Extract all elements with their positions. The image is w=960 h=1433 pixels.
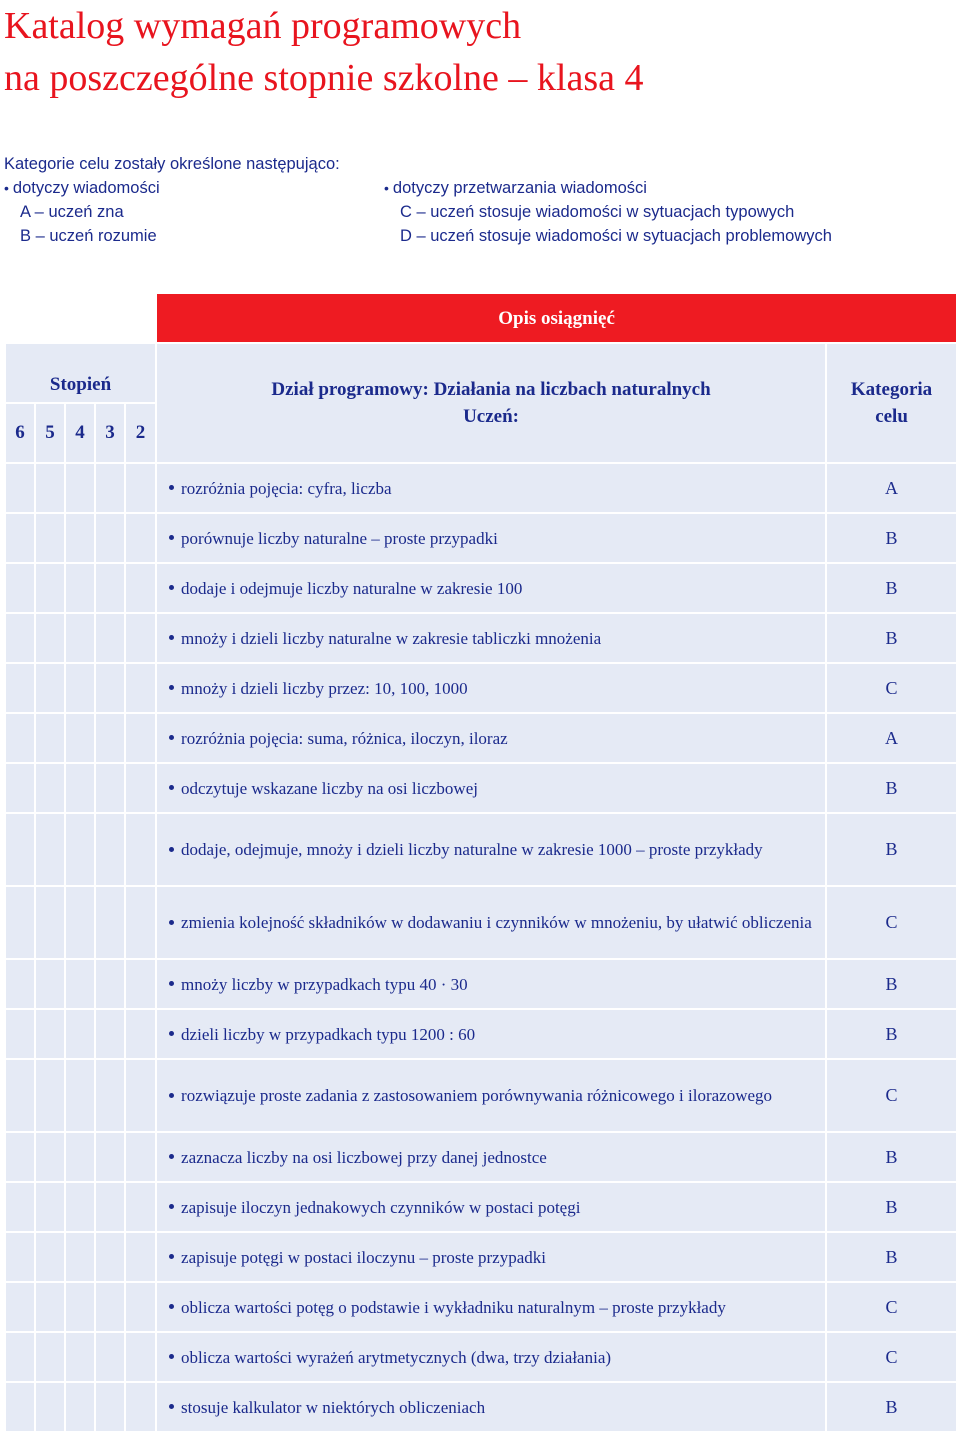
bullet-icon: • <box>384 180 389 196</box>
category-value: C <box>826 1282 957 1332</box>
stage-cell <box>35 1382 65 1432</box>
stage-cell <box>125 959 156 1009</box>
stage-cell <box>95 1132 125 1182</box>
stage-cell <box>65 1382 95 1432</box>
bullet-icon <box>169 920 174 925</box>
category-value: C <box>826 1332 957 1382</box>
stage-cell <box>95 663 125 713</box>
stage-cell <box>5 1182 35 1232</box>
stage-cell <box>35 463 65 513</box>
stage-cell <box>125 563 156 613</box>
stage-cell <box>35 613 65 663</box>
table-row <box>5 886 957 959</box>
stage-5: 5 <box>35 403 65 463</box>
requirement-description <box>156 1332 826 1382</box>
table-row <box>5 613 957 663</box>
stage-cell <box>65 663 95 713</box>
category-value: B <box>826 1132 957 1182</box>
bullet-icon <box>169 585 174 590</box>
stage-cell <box>5 813 35 886</box>
requirement-description <box>156 513 826 563</box>
stage-cell <box>5 886 35 959</box>
stage-cell <box>125 1132 156 1182</box>
legend-d: D – uczeń stosuje wiadomości w sytuacjach problemowych <box>400 227 832 245</box>
stage-cell <box>65 463 95 513</box>
category-value: A <box>826 713 957 763</box>
bullet-icon <box>169 735 174 740</box>
stage-cell <box>35 663 65 713</box>
stage-cell <box>95 1332 125 1382</box>
section-title: Dział programowy: Działania na liczbach naturalnych <box>271 379 711 400</box>
requirement-description <box>156 959 826 1009</box>
requirement-description <box>156 1132 826 1182</box>
requirement-text: oblicza wartości wyrażeń arytmetycznych (dwa, trzy działania) <box>181 1347 612 1367</box>
stage-cell <box>65 563 95 613</box>
stage-cell <box>95 1182 125 1232</box>
stage-cell <box>65 513 95 563</box>
bullet-icon <box>169 847 174 852</box>
stage-cell <box>125 663 156 713</box>
category-value: B <box>826 959 957 1009</box>
stage-cell <box>125 1009 156 1059</box>
stage-3: 3 <box>95 403 125 463</box>
requirement-description <box>156 1382 826 1432</box>
requirement-text: rozwiązuje proste zadania z zastosowaniem porównywania różnicowego i ilorazowego <box>181 1086 773 1105</box>
requirement-text: rozróżnia pojęcia: cyfra, liczba <box>181 478 392 498</box>
stage-cell <box>5 1059 35 1132</box>
stage-cell <box>35 563 65 613</box>
table-row <box>5 1332 957 1382</box>
requirements-table <box>4 292 958 1433</box>
category-value: B <box>826 763 957 813</box>
stage-cell <box>95 1382 125 1432</box>
requirement-description <box>156 763 826 813</box>
requirement-text: oblicza wartości potęg o podstawie i wykładniku naturalnym – proste przykłady <box>181 1297 726 1317</box>
stage-cell <box>65 1182 95 1232</box>
stage-cell <box>125 1382 156 1432</box>
category-value: C <box>826 1059 957 1132</box>
bullet-icon <box>169 1304 174 1309</box>
header-stage: Stopień <box>5 343 156 403</box>
stage-cell <box>95 1282 125 1332</box>
requirement-description <box>156 713 826 763</box>
requirement-description <box>156 613 826 663</box>
stage-cell <box>125 1182 156 1232</box>
stage-cell <box>35 959 65 1009</box>
stage-cell <box>35 1282 65 1332</box>
stage-cell <box>35 713 65 763</box>
stage-cell <box>125 1232 156 1282</box>
bullet-icon <box>169 485 174 490</box>
stage-cell <box>5 613 35 663</box>
stage-cell <box>65 1132 95 1182</box>
stage-cell <box>95 463 125 513</box>
stage-cell <box>65 1059 95 1132</box>
stage-cell <box>35 1132 65 1182</box>
stage-cell <box>65 1332 95 1382</box>
table-row <box>5 1132 957 1182</box>
stage-cell <box>125 613 156 663</box>
table-row <box>5 959 957 1009</box>
page-title-line-1: Katalog wymagań programowych <box>4 5 522 47</box>
stage-cell <box>35 886 65 959</box>
stage-cell <box>95 763 125 813</box>
bullet-icon <box>169 981 174 986</box>
table-row <box>5 663 957 713</box>
requirement-text: zmienia kolejność składników w dodawaniu i czynników w mnożeniu, by ułatwić obliczenia <box>181 913 812 932</box>
stage-cell <box>65 959 95 1009</box>
category-value: B <box>826 1009 957 1059</box>
stage-6: 6 <box>5 403 35 463</box>
legend-b: B – uczeń rozumie <box>20 227 157 245</box>
header-category: Kategoria celu <box>826 343 957 463</box>
stage-cell <box>5 959 35 1009</box>
requirement-description <box>156 886 826 959</box>
legend-left <box>4 176 160 248</box>
bullet-icon <box>169 1254 174 1259</box>
category-value: B <box>826 1382 957 1432</box>
stage-cell <box>35 1332 65 1382</box>
bullet-icon <box>169 1031 174 1036</box>
table-row <box>5 1182 957 1232</box>
stage-cell <box>125 463 156 513</box>
bullet-icon <box>169 685 174 690</box>
requirement-text: mnoży liczby w przypadkach typu 40 · 30 <box>181 974 468 994</box>
requirement-text: dzieli liczby w przypadkach typu 1200 : 60 <box>181 1024 476 1044</box>
stage-cell <box>95 1232 125 1282</box>
stage-cell <box>5 663 35 713</box>
requirement-description <box>156 813 826 886</box>
legend-intro: Kategorie celu zostały określone następująco: <box>4 155 340 173</box>
requirement-text: rozróżnia pojęcia: suma, różnica, iloczyn, iloraz <box>181 728 508 748</box>
requirement-description <box>156 1232 826 1282</box>
stage-cell <box>95 1059 125 1132</box>
requirement-description <box>156 463 826 513</box>
category-value: B <box>826 1232 957 1282</box>
requirement-description <box>156 1282 826 1332</box>
category-value: C <box>826 886 957 959</box>
stage-cell <box>125 1282 156 1332</box>
stage-cell <box>5 1009 35 1059</box>
stage-cell <box>65 613 95 663</box>
requirement-text: stosuje kalkulator w niektórych obliczeniach <box>181 1397 486 1417</box>
bullet-icon <box>169 1093 174 1098</box>
legend-right <box>384 176 832 248</box>
legend-left-heading: • dotyczy wiadomości <box>4 179 160 197</box>
category-value: C <box>826 663 957 713</box>
stage-cell <box>65 1009 95 1059</box>
stage-cell <box>65 813 95 886</box>
table-row <box>5 1232 957 1282</box>
requirement-text: dodaje i odejmuje liczby naturalne w zakresie 100 <box>181 578 523 598</box>
category-value: B <box>826 813 957 886</box>
table-row <box>5 713 957 763</box>
page-title-line-2: na poszczególne stopnie szkolne – klasa 4 <box>4 57 644 99</box>
stage-cell <box>5 1332 35 1382</box>
table-row <box>5 513 957 563</box>
bullet-icon <box>169 1354 174 1359</box>
stage-cell <box>5 1282 35 1332</box>
requirement-description <box>156 1059 826 1132</box>
requirement-description <box>156 1182 826 1232</box>
table-row <box>5 1059 957 1132</box>
table-row <box>5 1382 957 1432</box>
stage-cell <box>65 713 95 763</box>
bullet-icon: • <box>4 180 9 196</box>
stage-cell <box>35 813 65 886</box>
stage-cell <box>5 763 35 813</box>
stage-2: 2 <box>125 403 156 463</box>
requirement-description <box>156 1009 826 1059</box>
stage-cell <box>125 713 156 763</box>
bullet-icon <box>169 1204 174 1209</box>
stage-cell <box>5 563 35 613</box>
requirement-text: odczytuje wskazane liczby na osi liczbowej <box>181 778 478 798</box>
stage-cell <box>35 1059 65 1132</box>
stage-cell <box>65 763 95 813</box>
stage-cell <box>65 886 95 959</box>
stage-cell <box>5 513 35 563</box>
legend-c: C – uczeń stosuje wiadomości w sytuacjach typowych <box>400 203 795 221</box>
stage-cell <box>5 1382 35 1432</box>
bullet-icon <box>169 785 174 790</box>
stage-cell <box>35 1182 65 1232</box>
bullet-icon <box>169 635 174 640</box>
table-row <box>5 763 957 813</box>
stage-cell <box>35 763 65 813</box>
stage-cell <box>125 813 156 886</box>
section-subtitle: Uczeń: <box>463 406 519 427</box>
requirement-text: dodaje, odejmuje, mnoży i dzieli liczby naturalne w zakresie 1000 – proste przykłady <box>181 840 763 859</box>
stage-cell <box>65 1232 95 1282</box>
requirement-text: zaznacza liczby na osi liczbowej przy danej jednostce <box>181 1147 547 1167</box>
bullet-icon <box>169 1404 174 1409</box>
header-achievements: Opis osiągnięć <box>156 293 957 343</box>
bullet-icon <box>169 1154 174 1159</box>
stage-cell <box>125 513 156 563</box>
stage-cell <box>95 613 125 663</box>
stage-cell <box>125 886 156 959</box>
stage-cell <box>95 959 125 1009</box>
requirement-text: porównuje liczby naturalne – proste przypadki <box>181 528 498 548</box>
requirement-text: mnoży i dzieli liczby naturalne w zakresie tabliczki mnożenia <box>181 628 602 648</box>
requirement-text: zapisuje iloczyn jednakowych czynników w postaci potęgi <box>181 1197 581 1217</box>
table-row <box>5 1009 957 1059</box>
stage-cell <box>5 713 35 763</box>
legend-a: A – uczeń zna <box>20 203 124 221</box>
stage-cell <box>65 1282 95 1332</box>
category-value: B <box>826 1182 957 1232</box>
stage-cell <box>125 1332 156 1382</box>
table-row <box>5 1282 957 1332</box>
category-value: B <box>826 513 957 563</box>
stage-cell <box>95 886 125 959</box>
requirement-text: zapisuje potęgi w postaci iloczynu – proste przypadki <box>181 1247 546 1267</box>
category-value: B <box>826 613 957 663</box>
bullet-icon <box>169 535 174 540</box>
stage-cell <box>125 1059 156 1132</box>
stage-cell <box>95 1009 125 1059</box>
blank-corner <box>5 293 156 343</box>
stage-cell <box>95 513 125 563</box>
stage-cell <box>95 713 125 763</box>
category-value: A <box>826 463 957 513</box>
category-value: B <box>826 563 957 613</box>
stage-4: 4 <box>65 403 95 463</box>
stage-cell <box>95 563 125 613</box>
legend-right-heading: • dotyczy przetwarzania wiadomości <box>384 179 647 197</box>
table-row <box>5 463 957 513</box>
stage-cell <box>5 1232 35 1282</box>
requirement-description <box>156 663 826 713</box>
stage-cell <box>5 1132 35 1182</box>
stage-cell <box>35 1232 65 1282</box>
stage-cell <box>95 813 125 886</box>
stage-cell <box>125 763 156 813</box>
requirement-description <box>156 563 826 613</box>
header-section <box>156 343 826 463</box>
stage-cell <box>5 463 35 513</box>
stage-cell <box>35 1009 65 1059</box>
table-row <box>5 563 957 613</box>
table-row <box>5 813 957 886</box>
stage-cell <box>35 513 65 563</box>
requirement-text: mnoży i dzieli liczby przez: 10, 100, 1000 <box>181 678 468 698</box>
